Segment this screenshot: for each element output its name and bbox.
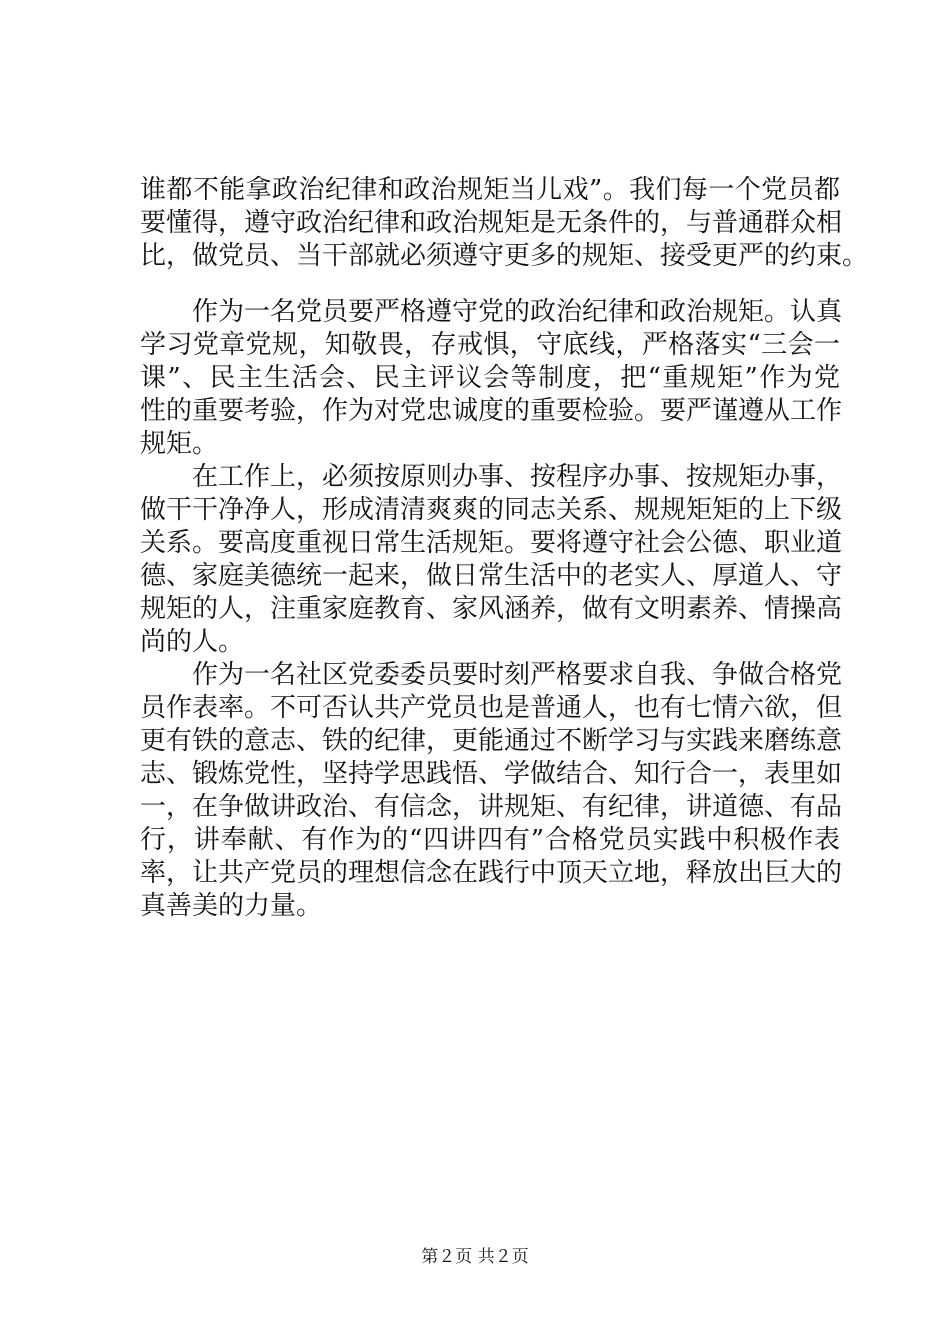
text-line: 更有铁的意志、铁的纪律，更能通过不断学习与实践来磨练意 <box>140 726 843 756</box>
text-line: 做干干净净人，形成清清爽爽的同志关系、规规矩矩的上下级 <box>140 495 843 525</box>
text-line: 性的重要考验，作为对党忠诚度的重要检验。要严谨遵从工作 <box>140 396 843 426</box>
text-line: 比，做党员、当干部就必须遵守更多的规矩、接受更严的约束。 <box>140 241 869 271</box>
text-line: 作为一名党员要严格遵守党的政治纪律和政治规矩。认真 <box>140 297 843 327</box>
text-line: 率，让共产党员的理想信念在践行中顶天立地，释放出巨大的 <box>140 858 843 888</box>
text-line: 规矩。 <box>140 429 219 459</box>
text-line: 德、家庭美德统一起来，做日常生活中的老实人、厚道人、守 <box>140 561 843 591</box>
text-line: 作为一名社区党委委员要时刻严格要求自我、争做合格党 <box>140 660 843 690</box>
text-line: 员作表率。不可否认共产党员也是普通人，也有七情六欲，但 <box>140 693 843 723</box>
text-line: 一，在争做讲政治、有信念，讲规矩、有纪律，讲道德、有品 <box>140 792 843 822</box>
text-line: 志、锻炼党性，坚持学思践悟、学做结合、知行合一，表里如 <box>140 759 843 789</box>
text-line: 行，讲奉献、有作为的“四讲四有”合格党员实践中积极作表 <box>140 825 840 855</box>
text-line: 要懂得，遵守政治纪律和政治规矩是无条件的，与普通群众相 <box>140 208 843 238</box>
text-line: 学习党章党规，知敬畏，存戒惧，守底线，严格落实“三会一 <box>140 330 840 360</box>
text-line: 真善美的力量。 <box>140 891 323 921</box>
text-line: 在工作上，必须按原则办事、按程序办事、按规矩办事， <box>140 462 843 492</box>
text-line: 尚的人。 <box>140 627 245 657</box>
text-line: 课”、民主生活会、民主评议会等制度，把“重规矩”作为党 <box>140 363 840 393</box>
text-line: 规矩的人，注重家庭教育、家风涵养，做有文明素养、情操高 <box>140 594 843 624</box>
text-line: 关系。要高度重视日常生活规矩。要将遵守社会公德、职业道 <box>140 528 843 558</box>
page-number-footer: 第２页 共２页 <box>421 1247 529 1267</box>
text-line: 谁都不能拿政治纪律和政治规矩当儿戏”。我们每一个党员都 <box>140 175 840 205</box>
